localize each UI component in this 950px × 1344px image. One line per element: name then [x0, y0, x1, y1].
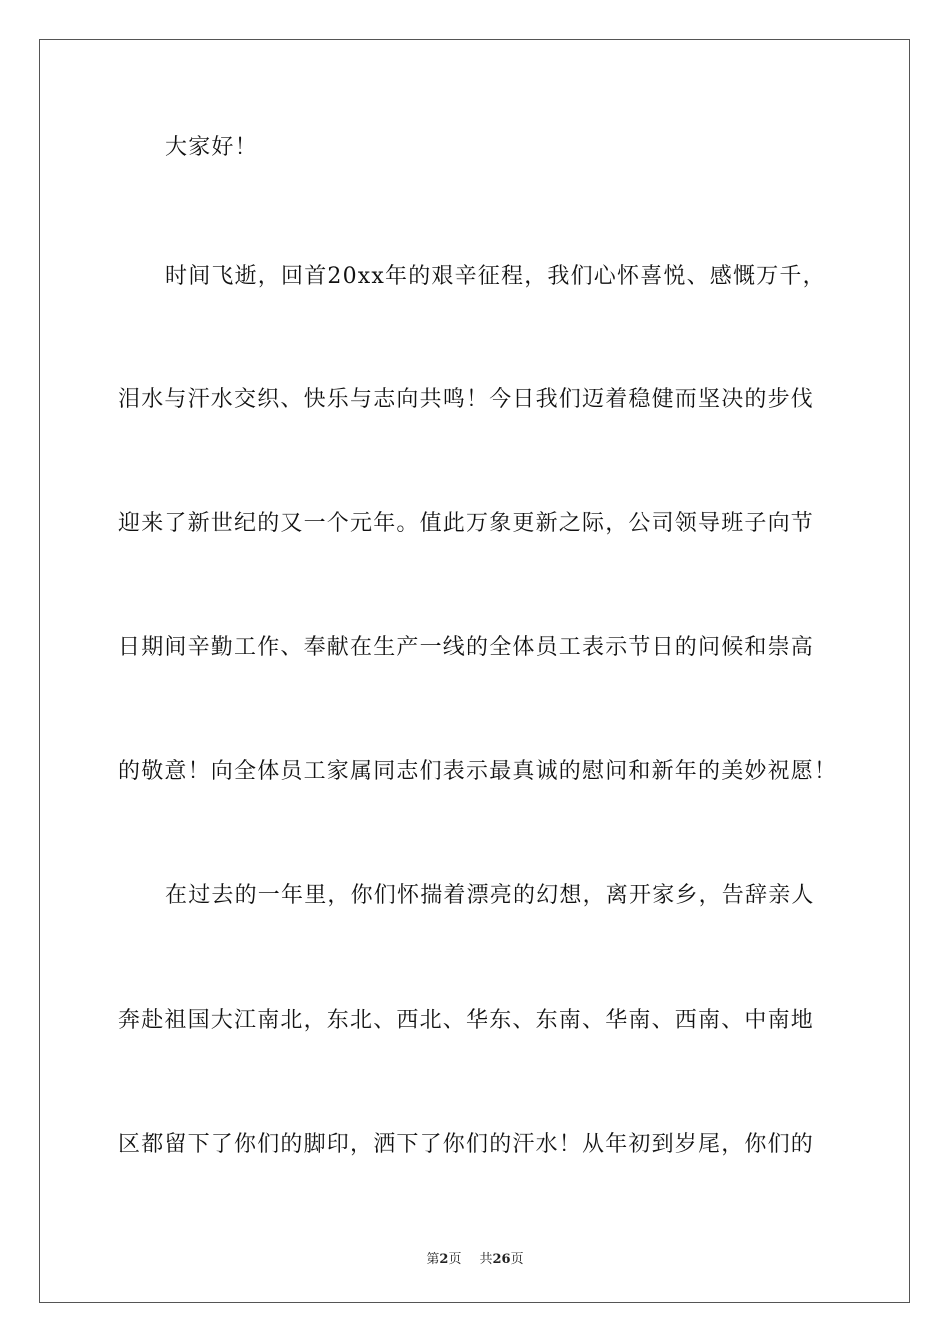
paragraph-1-line-3: 迎来了新世纪的又一个元年。值此万象更新之际，公司领导班子向节 — [118, 511, 815, 536]
page-prefix: 第 — [426, 1252, 440, 1267]
paragraph-1-line-2: 泪水与汗水交织、快乐与志向共鸣！今日我们迈着稳健而坚决的步伐 — [118, 387, 815, 412]
page-footer — [0, 1248, 950, 1267]
total-unit: 页 — [510, 1252, 524, 1267]
total-prefix: 共 — [479, 1252, 493, 1267]
greeting-line: 大家好！ — [165, 135, 258, 160]
paragraph-1-line-1: 时间飞逝，回首20xx年的艰辛征程，我们心怀喜悦、感慨万千， — [165, 264, 826, 289]
paragraph-1-line-5: 的敬意！向全体员工家属同志们表示最真诚的慰问和新年的美妙祝愿！ — [118, 759, 838, 784]
paragraph-2-line-2: 奔赴祖国大江南北，东北、西北、华东、东南、华南、西南、中南地 — [118, 1008, 815, 1033]
paragraph-2-line-1: 在过去的一年里，你们怀揣着漂亮的幻想，离开家乡，告辞亲人 — [165, 883, 815, 908]
paragraph-2-line-3: 区都留下了你们的脚印，洒下了你们的汗水！从年初到岁尾，你们的 — [118, 1132, 815, 1157]
current-page-number: 2 — [439, 1252, 449, 1267]
paragraph-1-line-4: 日期间辛勤工作、奉献在生产一线的全体员工表示节日的问候和崇高 — [118, 635, 815, 660]
page-border — [39, 39, 910, 1303]
total-page-count: 26 — [492, 1252, 511, 1267]
page-unit: 页 — [448, 1252, 462, 1267]
